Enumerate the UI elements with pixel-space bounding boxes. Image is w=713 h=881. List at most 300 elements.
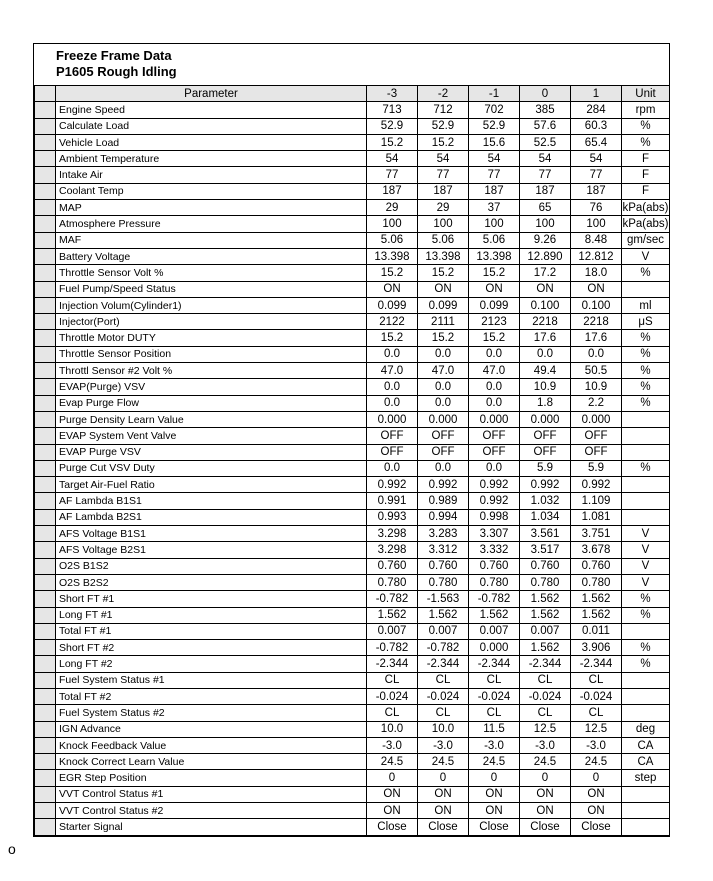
row-gutter [35,688,56,704]
parameter-value: 57.6 [520,118,571,134]
parameter-value: 1.562 [571,607,622,623]
table-body [35,102,670,835]
parameter-name: Total FT #1 [56,623,367,639]
parameter-value: 54 [469,151,520,167]
parameter-value: 0 [571,770,622,786]
parameter-value: 49.4 [520,363,571,379]
parameter-value: 2111 [418,314,469,330]
table-row [35,574,670,590]
parameter-value: 24.5 [469,754,520,770]
row-gutter [35,656,56,672]
table-row [35,444,670,460]
parameter-unit [622,428,670,444]
parameter-value: 0.0 [367,395,418,411]
freeze-frame-panel [33,43,670,837]
parameter-value: -0.782 [367,640,418,656]
header-col: -1 [469,86,520,102]
row-gutter [35,314,56,330]
parameter-value: 0.989 [418,493,469,509]
parameter-value: 12.890 [520,248,571,264]
table-row [35,721,670,737]
footer-mark: o [8,841,16,857]
parameter-unit: % [622,134,670,150]
parameter-name: Throttle Motor DUTY [56,330,367,346]
parameter-value: 0.780 [367,574,418,590]
parameter-value: 1.032 [520,493,571,509]
parameter-value: 0.000 [469,411,520,427]
parameter-value: 1.562 [571,591,622,607]
row-gutter [35,737,56,753]
parameter-value: 2218 [571,314,622,330]
parameter-unit: % [622,330,670,346]
parameter-value: 1.109 [571,493,622,509]
row-gutter [35,216,56,232]
row-gutter [35,509,56,525]
parameter-name: Short FT #2 [56,640,367,656]
parameter-value: 0.0 [469,346,520,362]
parameter-value: 77 [367,167,418,183]
parameter-value: 15.2 [469,265,520,281]
parameter-value: 24.5 [571,754,622,770]
parameter-value: 284 [571,102,622,118]
parameter-name: Atmosphere Pressure [56,216,367,232]
parameter-name: VVT Control Status #2 [56,803,367,819]
row-gutter [35,640,56,656]
parameter-value: 1.562 [418,607,469,623]
parameter-value: 385 [520,102,571,118]
parameter-value: ON [367,281,418,297]
parameter-value: 0.0 [418,379,469,395]
parameter-value: 0.007 [367,623,418,639]
parameter-value: 1.562 [520,607,571,623]
parameter-unit: % [622,460,670,476]
parameter-unit: V [622,574,670,590]
parameter-value: 0.0 [418,346,469,362]
parameter-name: EVAP System Vent Valve [56,428,367,444]
parameter-name: EVAP Purge VSV [56,444,367,460]
parameter-value: -0.782 [367,591,418,607]
parameter-value: 0.100 [571,297,622,313]
parameter-value: 0.998 [469,509,520,525]
row-gutter [35,754,56,770]
table-row [35,786,670,802]
parameter-value: 3.906 [571,640,622,656]
parameter-unit [622,281,670,297]
parameter-value: 17.2 [520,265,571,281]
row-gutter [35,444,56,460]
parameter-name: IGN Advance [56,721,367,737]
table-row [35,705,670,721]
parameter-value: CL [418,672,469,688]
parameter-value: 100 [571,216,622,232]
parameter-value: 0.0 [520,346,571,362]
row-gutter [35,477,56,493]
parameter-value: 3.307 [469,526,520,542]
parameter-value: 0.099 [418,297,469,313]
parameter-value: 0.992 [367,477,418,493]
parameter-name: O2S B1S2 [56,558,367,574]
parameter-name: Throttle Sensor Position [56,346,367,362]
parameter-name: VVT Control Status #1 [56,786,367,802]
parameter-value: 12.812 [571,248,622,264]
parameter-name: Throttle Sensor Volt % [56,265,367,281]
parameter-value: 0.780 [571,574,622,590]
parameter-unit: CA [622,737,670,753]
table-row [35,493,670,509]
parameter-value: Close [469,819,520,835]
parameter-value: OFF [520,428,571,444]
parameter-value: Close [571,819,622,835]
table-row [35,151,670,167]
parameter-value: CL [520,705,571,721]
table-row [35,134,670,150]
row-gutter [35,379,56,395]
parameter-name: Fuel System Status #1 [56,672,367,688]
parameter-value: 0.0 [367,346,418,362]
parameter-value: OFF [520,444,571,460]
row-gutter [35,167,56,183]
row-gutter [35,542,56,558]
parameter-value: 187 [367,183,418,199]
parameter-value: 47.0 [367,363,418,379]
parameter-name: Starter Signal [56,819,367,835]
row-gutter [35,428,56,444]
parameter-unit: % [622,379,670,395]
row-gutter [35,395,56,411]
parameter-value: 77 [418,167,469,183]
parameter-value: -2.344 [469,656,520,672]
parameter-value: 24.5 [367,754,418,770]
parameter-unit: F [622,167,670,183]
row-gutter [35,591,56,607]
row-gutter [35,672,56,688]
parameter-value: OFF [469,428,520,444]
table-row [35,770,670,786]
parameter-value: -0.024 [520,688,571,704]
parameter-value: 60.3 [571,118,622,134]
parameter-value: 0.0 [418,395,469,411]
row-gutter [35,200,56,216]
parameter-value: CL [418,705,469,721]
freeze-frame-table [34,85,670,836]
parameter-name: Ambient Temperature [56,151,367,167]
parameter-value: 54 [571,151,622,167]
parameter-value: 100 [520,216,571,232]
row-gutter [35,819,56,835]
table-row [35,656,670,672]
parameter-value: 0.992 [469,493,520,509]
dtc-title: P1605 Rough Idling [56,64,177,79]
parameter-value: 10.0 [367,721,418,737]
row-gutter [35,460,56,476]
parameter-value: 24.5 [520,754,571,770]
parameter-value: Close [520,819,571,835]
parameter-name: Intake Air [56,167,367,183]
parameter-name: AF Lambda B2S1 [56,509,367,525]
parameter-value: ON [469,803,520,819]
parameter-value: 12.5 [520,721,571,737]
parameter-value: 1.8 [520,395,571,411]
parameter-value: 0.992 [469,477,520,493]
parameter-value: 0.760 [571,558,622,574]
table-row [35,526,670,542]
parameter-unit: F [622,151,670,167]
header-parameter: Parameter [56,86,367,102]
parameter-name: O2S B2S2 [56,574,367,590]
table-row [35,265,670,281]
parameter-unit: step [622,770,670,786]
parameter-value: 77 [469,167,520,183]
parameter-value: 0.000 [571,411,622,427]
table-row [35,297,670,313]
parameter-value: 54 [418,151,469,167]
parameter-value: 100 [367,216,418,232]
row-gutter [35,411,56,427]
table-row [35,183,670,199]
parameter-unit [622,672,670,688]
parameter-value: 713 [367,102,418,118]
parameter-value: 0.099 [469,297,520,313]
parameter-value: 0.007 [418,623,469,639]
parameter-value: -2.344 [418,656,469,672]
parameter-value: 17.6 [520,330,571,346]
row-gutter [35,493,56,509]
title-block [34,44,669,85]
parameter-value: CL [571,672,622,688]
parameter-value: -0.782 [469,591,520,607]
table-row [35,623,670,639]
parameter-name: Long FT #1 [56,607,367,623]
header-gutter [35,86,56,102]
parameter-value: 702 [469,102,520,118]
table-row [35,167,670,183]
parameter-value: -0.024 [418,688,469,704]
parameter-value: 3.751 [571,526,622,542]
parameter-value: 13.398 [469,248,520,264]
parameter-unit: % [622,640,670,656]
parameter-value: OFF [418,428,469,444]
parameter-unit [622,786,670,802]
parameter-unit: % [622,656,670,672]
parameter-value: ON [469,281,520,297]
parameter-unit [622,411,670,427]
parameter-value: 100 [469,216,520,232]
row-gutter [35,297,56,313]
row-gutter [35,118,56,134]
parameter-name: Vehicle Load [56,134,367,150]
parameter-value: ON [571,803,622,819]
parameter-name: Injector(Port) [56,314,367,330]
parameter-name: AFS Voltage B2S1 [56,542,367,558]
parameter-value: 3.298 [367,542,418,558]
table-row [35,216,670,232]
parameter-unit [622,803,670,819]
parameter-value: 5.06 [418,232,469,248]
row-gutter [35,151,56,167]
row-gutter [35,248,56,264]
parameter-value: -2.344 [367,656,418,672]
parameter-unit: F [622,183,670,199]
parameter-value: 0.780 [469,574,520,590]
parameter-value: 2.2 [571,395,622,411]
parameter-value: 0.0 [367,379,418,395]
parameter-value: OFF [418,444,469,460]
table-row [35,395,670,411]
parameter-value: 3.678 [571,542,622,558]
parameter-name: Knock Correct Learn Value [56,754,367,770]
table-row [35,281,670,297]
parameter-value: 15.2 [367,134,418,150]
parameter-value: 0.760 [520,558,571,574]
parameter-unit: V [622,558,670,574]
parameter-unit: % [622,363,670,379]
table-row [35,754,670,770]
parameter-value: CL [520,672,571,688]
parameter-value: 11.5 [469,721,520,737]
parameter-unit: deg [622,721,670,737]
parameter-value: 13.398 [367,248,418,264]
row-gutter [35,721,56,737]
parameter-value: 3.561 [520,526,571,542]
row-gutter [35,705,56,721]
parameter-value: 0.992 [520,477,571,493]
header-col: -2 [418,86,469,102]
parameter-value: 47.0 [418,363,469,379]
parameter-unit: kPa(abs) [622,200,670,216]
parameter-value: 0.100 [520,297,571,313]
table-row [35,248,670,264]
parameter-value: 5.06 [469,232,520,248]
parameter-value: 50.5 [571,363,622,379]
parameter-unit: μS [622,314,670,330]
parameter-value: -0.024 [469,688,520,704]
parameter-value: ON [520,786,571,802]
parameter-value: ON [418,803,469,819]
parameter-value: 0.099 [367,297,418,313]
parameter-value: 3.283 [418,526,469,542]
parameter-value: 1.562 [367,607,418,623]
parameter-value: 0.0 [571,346,622,362]
parameter-value: 15.2 [418,330,469,346]
parameter-value: 712 [418,102,469,118]
parameter-value: 0.007 [520,623,571,639]
table-row [35,411,670,427]
row-gutter [35,183,56,199]
parameter-unit [622,623,670,639]
parameter-name: Battery Voltage [56,248,367,264]
parameter-value: 29 [418,200,469,216]
row-gutter [35,330,56,346]
parameter-value: ON [520,281,571,297]
parameter-value: 77 [571,167,622,183]
parameter-value: 1.562 [520,591,571,607]
parameter-value: ON [367,803,418,819]
parameter-name: EVAP(Purge) VSV [56,379,367,395]
parameter-value: 3.332 [469,542,520,558]
parameter-value: 0.760 [367,558,418,574]
parameter-value: 0.991 [367,493,418,509]
parameter-unit: rpm [622,102,670,118]
row-gutter [35,102,56,118]
parameter-unit: gm/sec [622,232,670,248]
row-gutter [35,623,56,639]
parameter-value: 2218 [520,314,571,330]
parameter-value: 1.562 [520,640,571,656]
parameter-value: ON [520,803,571,819]
parameter-value: -1.563 [418,591,469,607]
row-gutter [35,526,56,542]
parameter-value: 0.0 [469,395,520,411]
parameter-value: OFF [367,444,418,460]
parameter-unit [622,509,670,525]
parameter-name: Throttl Sensor #2 Volt % [56,363,367,379]
parameter-unit [622,688,670,704]
row-gutter [35,607,56,623]
parameter-value: 0.994 [418,509,469,525]
parameter-value: 10.0 [418,721,469,737]
table-row [35,558,670,574]
header-col: 0 [520,86,571,102]
parameter-value: 0.0 [367,460,418,476]
table-row [35,460,670,476]
parameter-value: 0.760 [418,558,469,574]
parameter-value: 187 [520,183,571,199]
parameter-value: 12.5 [571,721,622,737]
parameter-value: 0 [418,770,469,786]
table-row [35,363,670,379]
parameter-unit: % [622,118,670,134]
header-col: 1 [571,86,622,102]
parameter-value: ON [571,786,622,802]
parameter-value: 15.2 [418,134,469,150]
parameter-name: MAF [56,232,367,248]
table-row [35,200,670,216]
parameter-value: ON [418,281,469,297]
parameter-value: 18.0 [571,265,622,281]
parameter-value: -2.344 [520,656,571,672]
parameter-unit [622,493,670,509]
parameter-value: 0.993 [367,509,418,525]
parameter-value: Close [367,819,418,835]
parameter-value: 3.517 [520,542,571,558]
parameter-value: 0.000 [520,411,571,427]
parameter-unit [622,705,670,721]
parameter-name: AFS Voltage B1S1 [56,526,367,542]
parameter-value: CL [367,705,418,721]
parameter-value: 0.992 [571,477,622,493]
row-gutter [35,134,56,150]
parameter-value: ON [571,281,622,297]
parameter-value: CL [367,672,418,688]
parameter-name: Injection Volum(Cylinder1) [56,297,367,313]
parameter-name: Fuel Pump/Speed Status [56,281,367,297]
table-row [35,737,670,753]
parameter-name: Purge Cut VSV Duty [56,460,367,476]
parameter-value: 0.0 [469,379,520,395]
table-row [35,314,670,330]
parameter-name: EGR Step Position [56,770,367,786]
parameter-value: 52.5 [520,134,571,150]
header-col: -3 [367,86,418,102]
table-row [35,102,670,118]
parameter-name: Purge Density Learn Value [56,411,367,427]
parameter-value: 47.0 [469,363,520,379]
parameter-value: 0.000 [469,640,520,656]
parameter-value: -2.344 [571,656,622,672]
table-header-row [35,86,670,102]
parameter-value: -3.0 [469,737,520,753]
parameter-unit [622,444,670,460]
